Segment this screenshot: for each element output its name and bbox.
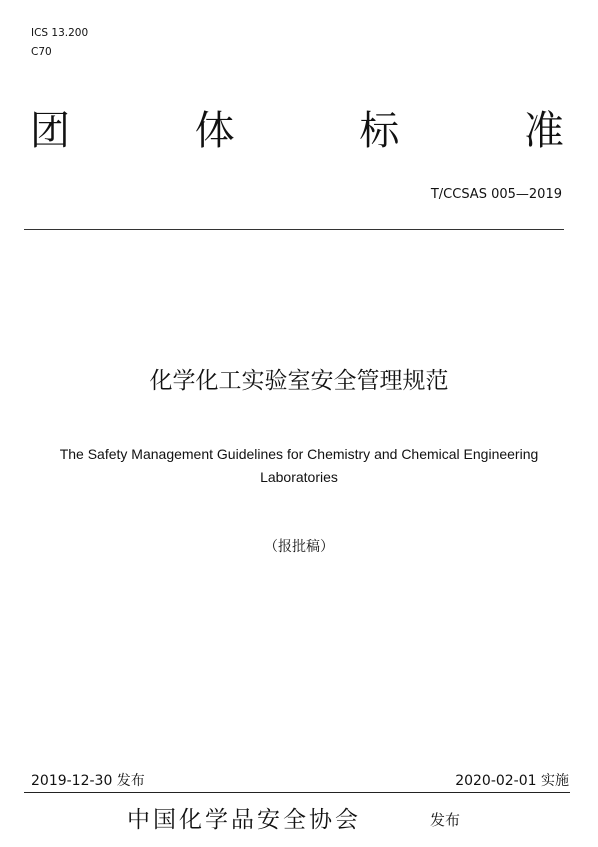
- heading-char: 团: [30, 108, 70, 154]
- heading-char: 标: [359, 108, 400, 154]
- english-title-line: The Safety Management Guidelines for Chemistry and Chemical Engineering: [59, 446, 539, 462]
- document-type-heading: [30, 105, 564, 157]
- footer-divider: [24, 792, 570, 793]
- publisher-name: 中国化学品安全协会: [127, 807, 361, 833]
- draft-status: （报批稿）: [264, 539, 334, 555]
- heading-char: 体: [194, 108, 235, 154]
- issue-date: 2019-12-30 发布: [31, 773, 145, 789]
- classification-code: C70: [31, 46, 52, 58]
- header-divider: [24, 229, 564, 230]
- english-title: [30, 443, 568, 489]
- heading-char: 准: [523, 108, 564, 154]
- chinese-title: 化学化工实验室安全管理规范: [149, 368, 449, 394]
- ics-code: ICS 13.200: [31, 27, 89, 39]
- implementation-date: 2020-02-01 实施: [455, 773, 569, 789]
- english-title-line: Laboratories: [260, 469, 338, 485]
- publish-label: 发布: [430, 811, 461, 829]
- standard-number: T/CCSAS 005—2019: [430, 187, 562, 202]
